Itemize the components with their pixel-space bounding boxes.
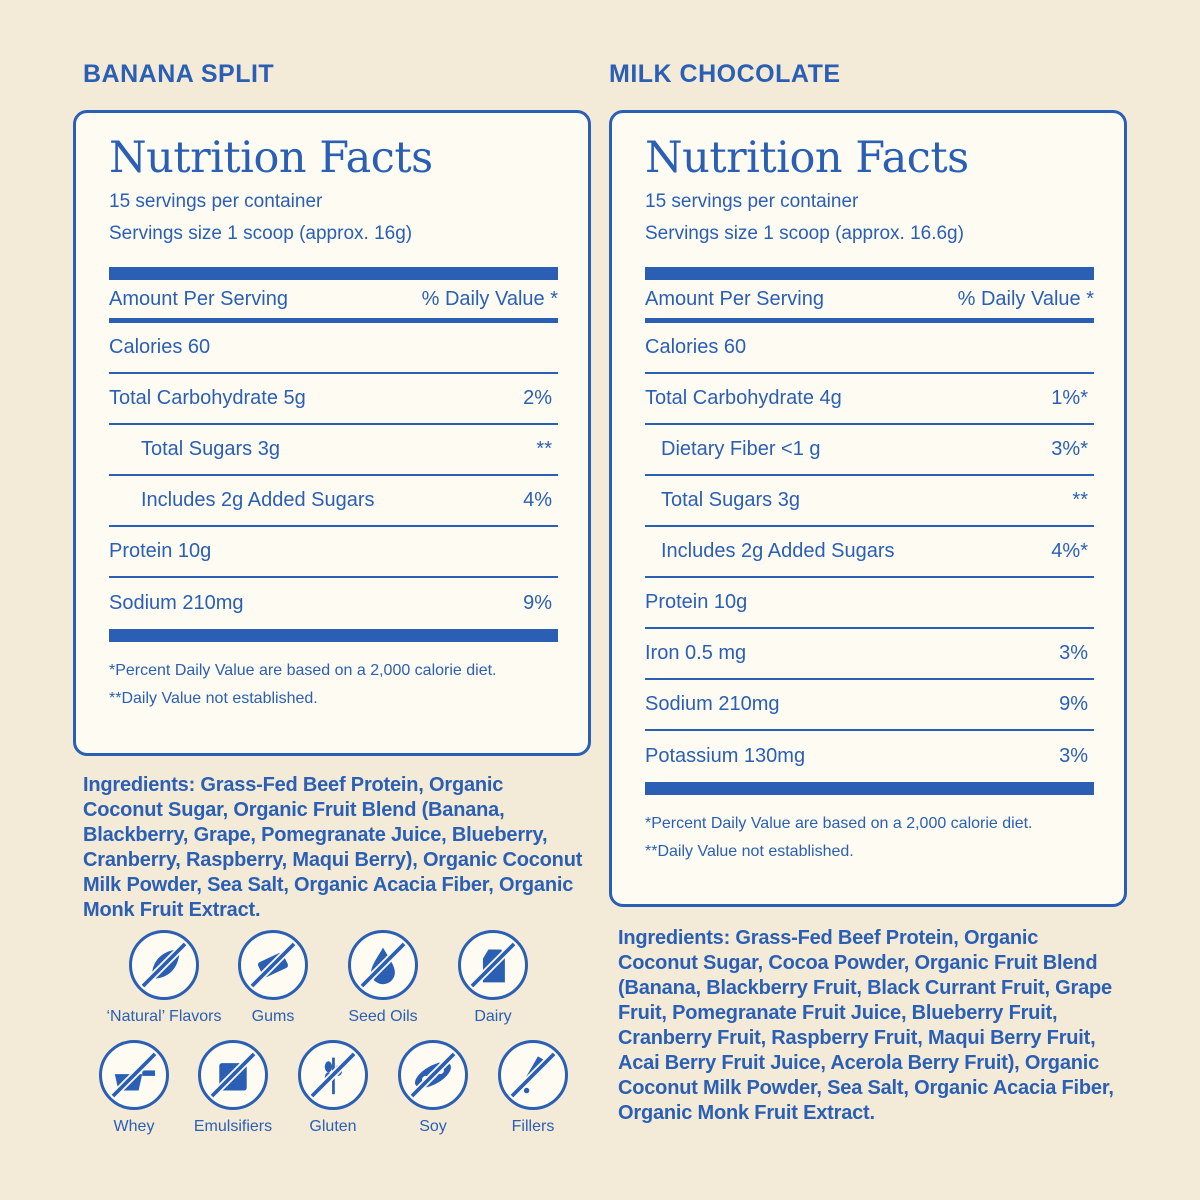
free-from-badge [213, 930, 333, 1026]
free-from-badge [473, 1040, 593, 1136]
nutrient-daily-value: 4% [523, 489, 552, 511]
nutrient-daily-value: 9% [1059, 693, 1088, 715]
nutrient-row [109, 476, 558, 527]
serving-size: Servings size 1 scoop (approx. 16.6g) [645, 223, 964, 244]
nutrient-label: Total Sugars 3g [141, 438, 280, 460]
container-icon [198, 1040, 268, 1110]
footnote-daily-value: *Percent Daily Value are based on a 2,000 calorie diet. [109, 662, 497, 679]
nutrient-row [645, 425, 1094, 476]
nutrient-row [109, 323, 558, 374]
nutrient-daily-value: 3% [1059, 745, 1088, 767]
milk-carton-icon [458, 930, 528, 1000]
nutrient-daily-value: 3%* [1051, 438, 1088, 460]
nutrient-label: Protein 10g [645, 591, 748, 613]
nutrient-row [645, 680, 1094, 731]
free-from-badges [73, 930, 591, 1140]
thick-divider [645, 782, 1094, 795]
nutrient-row [645, 374, 1094, 425]
nutrient-label: Iron 0.5 mg [645, 642, 747, 664]
nutrient-row [645, 578, 1094, 629]
nutrient-label: Total Carbohydrate 4g [645, 387, 842, 409]
amount-per-serving-row [645, 280, 1094, 323]
badge-label: Gums [251, 1008, 295, 1025]
ingredients-text: Ingredients: Grass-Fed Beef Protein, Organic Coconut Sugar, Organic Fruit Blend (Banana, Blackberry, Grape, Pomegranate Juice, Blueberry, Cranberry, Raspberry, Maqui Berry), Organic Coconut Milk Powder, Sea Salt, Organic Acacia Fiber, Organic Monk Fruit Extract. [83, 774, 583, 921]
nutrient-daily-value: ** [1072, 489, 1088, 511]
badge-label: Fillers [511, 1118, 555, 1135]
amount-label: Amount Per Serving [645, 287, 824, 310]
nutrition-label [609, 110, 1127, 907]
nutrient-label: Dietary Fiber <1 g [661, 438, 821, 460]
nutrient-row [645, 731, 1094, 782]
nutrient-label: Includes 2g Added Sugars [661, 540, 895, 562]
serving-size: Servings size 1 scoop (approx. 16g) [109, 223, 413, 244]
nutrient-row [645, 527, 1094, 578]
footnote-daily-value: *Percent Daily Value are based on a 2,000 calorie diet. [645, 815, 1033, 832]
nutrient-row [109, 527, 558, 578]
nutrient-daily-value: 4%* [1051, 540, 1088, 562]
nutrient-label: Sodium 210mg [109, 592, 244, 614]
daily-value-label: % Daily Value * [421, 287, 558, 310]
nutrition-facts-title: Nutrition Facts [109, 133, 433, 183]
leaf-icon [129, 930, 199, 1000]
nutrient-label: Total Carbohydrate 5g [109, 387, 306, 409]
thick-divider [645, 267, 1094, 280]
nutrient-row [109, 425, 558, 476]
nutrient-daily-value: 3% [1059, 642, 1088, 664]
free-from-badge [104, 930, 224, 1026]
soybean-icon [398, 1040, 468, 1110]
nutrient-label: Calories 60 [109, 336, 211, 358]
nutrient-label: Total Sugars 3g [661, 489, 800, 511]
badge-label: Dairy [474, 1008, 512, 1025]
thick-divider [109, 629, 558, 642]
badge-label: Whey [113, 1118, 155, 1135]
wheat-icon [298, 1040, 368, 1110]
nutrient-rows [645, 323, 1094, 782]
ingredients-text: Ingredients: Grass-Fed Beef Protein, Organic Coconut Sugar, Cocoa Powder, Organic Fruit Blend (Banana, Blackberry Fruit, Black Currant Fruit, Grape Fruit, Pomegranate Fruit Juice, Blueberry Fruit, Cranberry Fruit, Raspberry Fruit, Maqui Berry Fruit, Acai Berry Fruit Juice, Acerola Berry Fruit), Organic Coconut Milk Powder, Sea Salt, Organic Acacia Fiber, Organic Monk Fruit Extract. [618, 927, 1114, 1124]
badge-label: Emulsifiers [193, 1118, 273, 1135]
daily-value-label: % Daily Value * [957, 287, 1094, 310]
nutrient-label: Protein 10g [109, 540, 212, 562]
amount-label: Amount Per Serving [109, 287, 288, 310]
badge-label: Gluten [309, 1118, 357, 1135]
servings-per-container: 15 servings per container [109, 191, 323, 212]
footnote-not-established: **Daily Value not established. [645, 843, 854, 860]
nutrient-row [109, 578, 558, 629]
nutrient-row [109, 374, 558, 425]
flavor-title: BANANA SPLIT [83, 60, 275, 88]
nutrient-daily-value: 9% [523, 592, 552, 614]
oil-drop-icon [348, 930, 418, 1000]
badge-label: Soy [419, 1118, 447, 1135]
nutrient-daily-value: 2% [523, 387, 552, 409]
gum-icon [238, 930, 308, 1000]
nutrient-row [645, 476, 1094, 527]
nutrient-label: Includes 2g Added Sugars [141, 489, 375, 511]
dropper-icon [498, 1040, 568, 1110]
nutrient-row [645, 629, 1094, 680]
scoop-icon [99, 1040, 169, 1110]
flavor-title: MILK CHOCOLATE [609, 60, 841, 88]
amount-per-serving-row [109, 280, 558, 323]
nutrition-label [73, 110, 591, 756]
servings-per-container: 15 servings per container [645, 191, 859, 212]
footnote-not-established: **Daily Value not established. [109, 690, 318, 707]
nutrient-row [645, 323, 1094, 374]
nutrient-label: Calories 60 [645, 336, 747, 358]
badge-label: ‘Natural’ Flavors [106, 1008, 222, 1025]
free-from-badge [433, 930, 553, 1026]
nutrient-label: Potassium 130mg [645, 745, 806, 767]
thick-divider [109, 267, 558, 280]
badge-label: Seed Oils [348, 1008, 418, 1025]
nutrient-daily-value: 1%* [1051, 387, 1088, 409]
nutrition-facts-title: Nutrition Facts [645, 133, 969, 183]
nutrient-daily-value: ** [536, 438, 552, 460]
nutrient-rows [109, 323, 558, 629]
nutrient-label: Sodium 210mg [645, 693, 780, 715]
free-from-badge [323, 930, 443, 1026]
